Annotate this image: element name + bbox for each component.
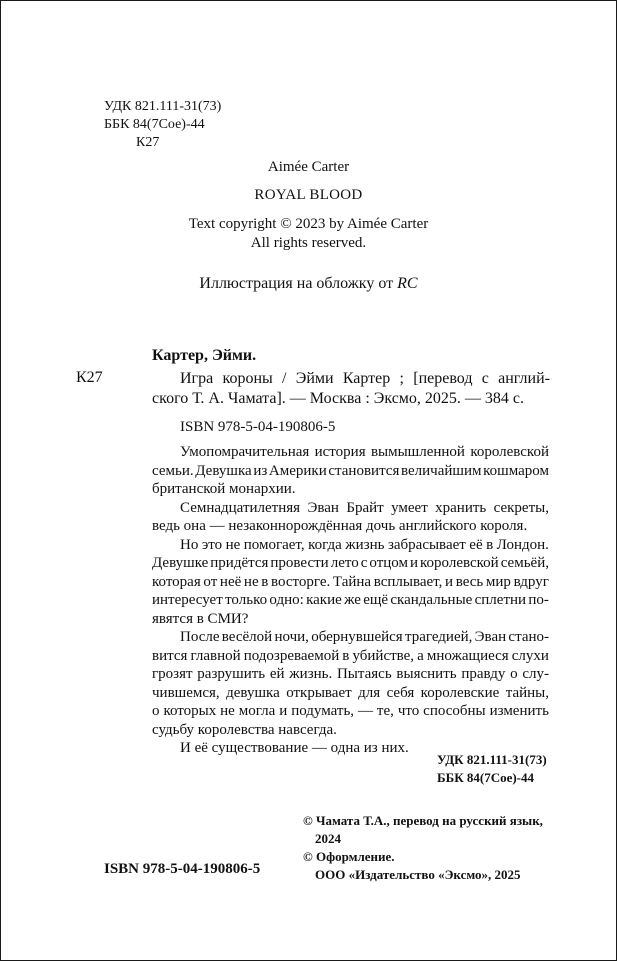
annotation-line: чившемся, девушка открывает для себя королевские тайны, — [152, 684, 549, 701]
annotation-line: грозят разрушить ей жизнь. Пытаясь выяснить правду о слу- — [152, 666, 549, 682]
bibliographic-line: ского Т. А. Чамата]. — Москва : Эксмо, 2025. — 384 с. — [152, 390, 525, 407]
annotation-line: о которых не могла и подумать, — те, что способны изменить — [152, 703, 549, 719]
annotation-line: Но это не помогает, когда жизнь забрасывает её в Лондон. — [180, 536, 549, 553]
bbk-code: ББК 84(7Сое)-44 — [437, 770, 535, 785]
annotation-line: явятся в СМИ? — [152, 610, 249, 627]
original-copyright — [0, 215, 617, 253]
author-mark: К27 — [136, 135, 160, 150]
catalog-bibliographic-description — [152, 369, 550, 409]
udk-code: УДК 821.111-31(73) — [104, 99, 222, 114]
annotation-line: британской монархии. — [152, 481, 296, 497]
illustration-credit-prefix: Иллюстрация на обложку от — [199, 275, 398, 292]
illustration-artist: RC — [397, 275, 418, 292]
original-title: ROYAL BLOOD — [254, 187, 363, 203]
publisher-copyright: ООО «Издательство «Эксмо», 2025 — [315, 867, 521, 882]
catalog-author-heading: Картер, Эйми. — [152, 347, 257, 364]
annotation-line: Умопомрачительная история вымышленной королевской — [180, 444, 549, 460]
isbn-bottom: ISBN 978-5-04-190806-5 — [104, 861, 261, 877]
annotation-line: семьи. Девушка из Америки становится величайшим кошмаром — [152, 462, 549, 479]
copyright-notices — [303, 812, 549, 884]
illustration-credit — [0, 275, 617, 293]
translation-copyright: © Чамата Т.А., перевод на русский язык, — [303, 813, 543, 828]
rights-reserved-line: All rights reserved. — [250, 235, 367, 251]
book-annotation — [152, 443, 549, 758]
design-copyright: © Оформление. — [303, 849, 395, 864]
catalog-author-mark: К27 — [76, 369, 103, 386]
original-author: Aimée Carter — [267, 159, 350, 175]
annotation-line: Семнадцатилетняя Эван Брайт умеет хранить секреты, — [180, 499, 549, 516]
annotation-line: И её существование — одна из них. — [180, 740, 409, 756]
annotation-line: ведь она — незаконнорождённая дочь английского короля. — [152, 518, 528, 534]
annotation-line: Девушке придётся провести лето с отцом и королевской семьёй, — [152, 555, 549, 571]
annotation-line: судьбу королевства навсегда. — [152, 721, 337, 738]
catalog-isbn: ISBN 978-5-04-190806-5 — [180, 419, 336, 435]
annotation-line: После весёлой ночи, обернувшейся трагедией, Эван стано- — [180, 629, 549, 645]
classification-codes-bottom — [437, 751, 547, 787]
translation-copyright-year: 2024 — [315, 831, 341, 846]
classification-codes-top — [104, 98, 221, 152]
udk-code: УДК 821.111-31(73) — [437, 752, 547, 767]
annotation-line: интересует только одно: какие же ещё скандальные сплетни по- — [152, 592, 549, 608]
copyright-line: Text copyright © 2023 by Aimée Carter — [188, 216, 429, 232]
bbk-code: ББК 84(7Сое)-44 — [104, 117, 205, 132]
annotation-line: которая от неё не в восторге. Тайна всплывает, и весь мир вдруг — [152, 573, 549, 590]
annotation-line: вится главной подозреваемой в убийстве, а множащиеся слухи — [152, 647, 549, 664]
bibliographic-line: Игра короны / Эйми Картер ; [перевод с англий- — [180, 370, 550, 387]
